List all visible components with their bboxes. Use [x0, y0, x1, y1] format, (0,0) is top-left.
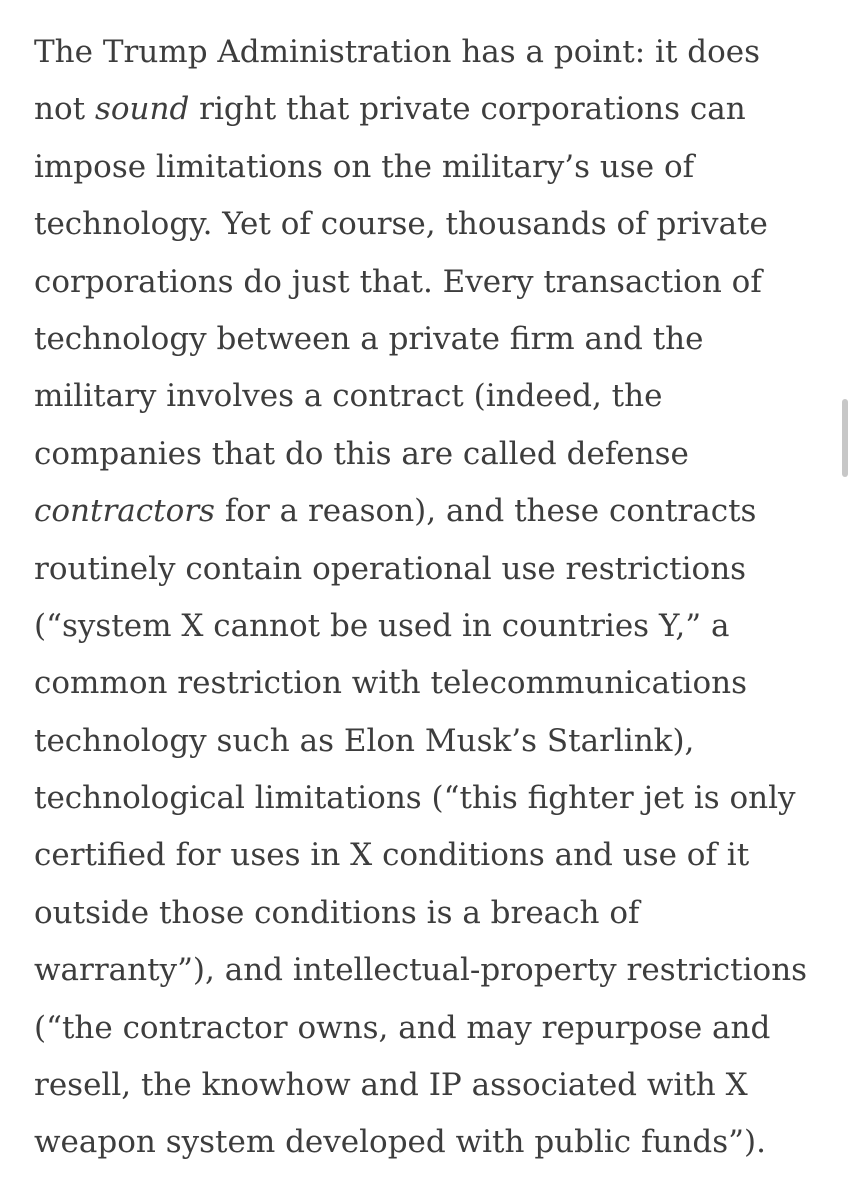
emphasis-text: contractors [34, 493, 215, 530]
text-line: (“system X cannot be used in countries Y,” a [34, 607, 730, 644]
text-line: common restriction with telecommunications [34, 665, 747, 702]
text-line: technology. Yet of course, thousands of private [34, 206, 768, 243]
text-line: certified for uses in X conditions and use of it [34, 837, 750, 874]
scrollbar-thumb[interactable] [842, 399, 848, 477]
text-line: warranty”), and intellectual-property restrictions [34, 952, 808, 989]
text-line: military involves a contract (indeed, the [34, 378, 663, 415]
emphasis-text: sound [94, 91, 190, 128]
text-line: resell, the knowhow and IP associated with X [34, 1067, 748, 1104]
text-line: contractors for a reason), and these contracts [34, 493, 757, 530]
text-line: corporations do just that. Every transaction of [34, 263, 762, 300]
text-line: weapon system developed with public funds”). [34, 1124, 766, 1161]
text-line: technological limitations (“this fighter jet is only [34, 780, 796, 817]
text-line: technology between a private firm and the [34, 320, 704, 357]
text-line: The Trump Administration has a point: it does [34, 34, 761, 70]
text-line: technology such as Elon Musk’s Starlink), [34, 722, 695, 759]
text-line: (“the contractor owns, and may repurpose and [34, 1009, 771, 1046]
text-line: companies that do this are called defense [34, 435, 689, 472]
text-line: outside those conditions is a breach of [34, 894, 640, 931]
text-line: impose limitations on the military’s use of [34, 148, 695, 185]
text-line: routinely contain operational use restrictions [34, 550, 747, 587]
text-line: not sound right that private corporations can [34, 91, 746, 128]
article-paragraph [34, 24, 834, 1172]
